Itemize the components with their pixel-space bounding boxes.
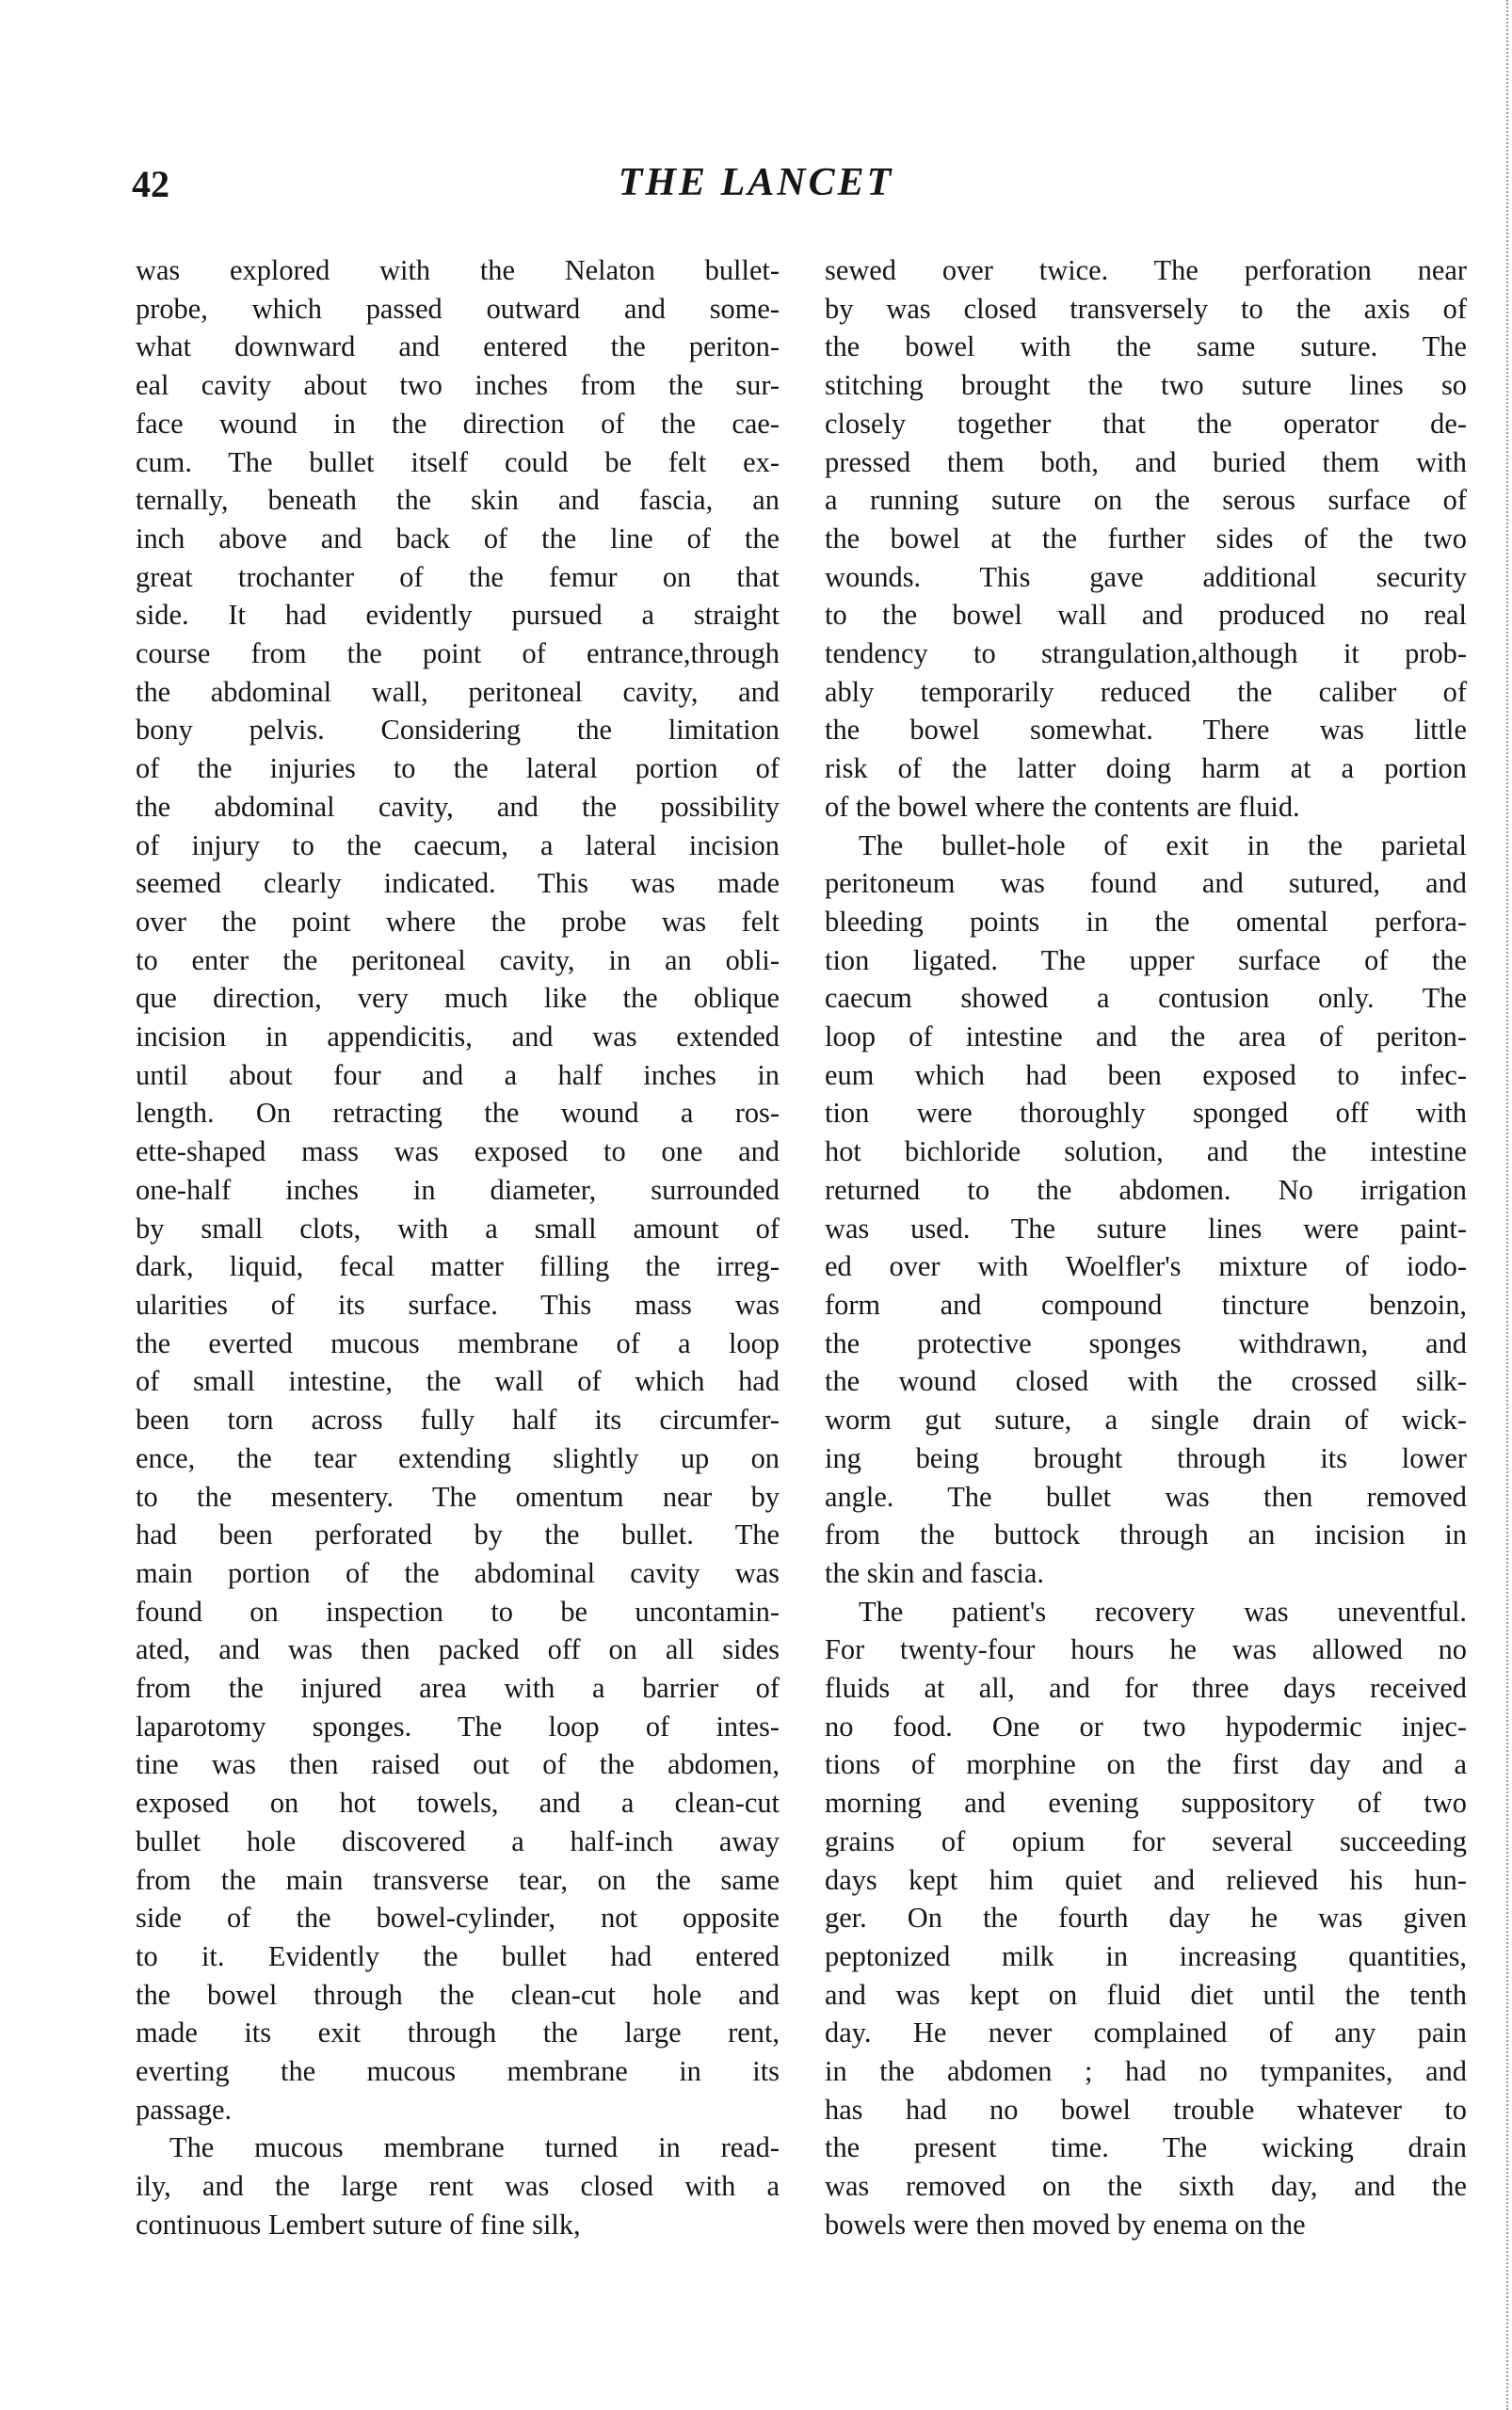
text-line: ed over with Woelfler's mixture of iodo- [825, 1250, 1467, 1283]
text-line: ularities of its surface. This mass was [136, 1288, 780, 1321]
text-line: the protective sponges withdrawn, and [825, 1326, 1467, 1359]
text-line: passage. [136, 2093, 233, 2126]
text-line: made its exit through the large rent, [136, 2016, 780, 2049]
text-line: side. It had evidently pursued a straight [136, 599, 780, 632]
text-line: of the injuries to the lateral portion of [136, 752, 780, 785]
text-line: length. On retracting the wound a ros- [136, 1097, 780, 1130]
text-line: wounds. This gave additional security [825, 560, 1467, 593]
text-line: in the abdomen ; had no tympanites, and [825, 2055, 1467, 2088]
text-line: fluids at all, and for three days received [825, 1672, 1467, 1705]
text-line: no food. One or two hypodermic injec- [825, 1710, 1467, 1743]
text-line: inch above and back of the line of the [136, 522, 780, 554]
text-line: returned to the abdomen. No irrigation [825, 1173, 1467, 1206]
text-line: by was closed transversely to the axis of [825, 292, 1467, 325]
text-line: The mucous membrane turned in read- [169, 2131, 780, 2164]
text-line: was explored with the Nelaton bullet- [136, 254, 780, 286]
text-line: ternally, beneath the skin and fascia, an [136, 484, 780, 517]
text-line: worm gut suture, a single drain of wick- [825, 1404, 1467, 1437]
text-line: tions of morphine on the first day and a [825, 1748, 1467, 1781]
text-line: the abdominal cavity, and the possibility [136, 790, 780, 823]
text-line: risk of the latter doing harm at a portion [825, 752, 1467, 785]
text-line: ably temporarily reduced the caliber of [825, 675, 1467, 708]
text-line: course from the point of entrance,through [136, 637, 780, 670]
text-line: The patient's recovery was uneventful. [859, 1595, 1467, 1628]
text-line: laparotomy sponges. The loop of intes- [136, 1710, 780, 1743]
paragraph [825, 251, 1467, 827]
text-line: angle. The bullet was then removed [825, 1480, 1467, 1513]
text-line: was used. The suture lines were paint- [825, 1212, 1467, 1245]
text-line: bullet hole discovered a half-inch away [136, 1824, 780, 1857]
text-line: been torn across fully half its circumfer- [136, 1404, 780, 1437]
text-line: eal cavity about two inches from the sur- [136, 369, 780, 402]
text-column-right [825, 251, 1467, 2244]
text-line: everting the mucous membrane in its [136, 2055, 780, 2088]
text-line: The bullet-hole of exit in the parietal [859, 828, 1467, 861]
page-number: 42 [132, 163, 169, 205]
text-line: seemed clearly indicated. This was made [136, 867, 780, 900]
text-line: caecum showed a contusion only. The [825, 982, 1467, 1015]
text-line: closely together that the operator de- [825, 407, 1467, 440]
text-line: from the buttock through an incision in [825, 1518, 1467, 1551]
text-line: probe, which passed outward and some- [136, 292, 780, 325]
text-line: of the bowel where the contents are fluid. [825, 790, 1300, 823]
text-line: day. He never complained of any pain [825, 2016, 1467, 2049]
right-margin-rule [1506, 0, 1510, 2410]
text-line: peritoneum was found and sutured, and [825, 867, 1467, 900]
text-line: cum. The bullet itself could be felt ex- [136, 445, 780, 478]
text-line: ily, and the large rent was closed with a [136, 2170, 780, 2203]
text-line: the bowel somewhat. There was little [825, 714, 1467, 747]
text-line: to the bowel wall and produced no real [825, 599, 1467, 632]
text-line: what downward and entered the periton- [136, 330, 780, 363]
text-line: to enter the peritoneal cavity, in an obli- [136, 943, 780, 976]
text-line: was removed on the sixth day, and the [825, 2170, 1467, 2203]
text-line: dark, liquid, fecal matter filling the irreg- [136, 1250, 780, 1283]
text-column-left [136, 251, 780, 2244]
text-line: the bowel at the further sides of the two [825, 522, 1467, 554]
text-line: eum which had been exposed to infec- [825, 1058, 1467, 1091]
text-line: peptonized milk in increasing quantities, [825, 1939, 1467, 1972]
text-line: bleeding points in the omental perfora- [825, 905, 1467, 938]
text-line: hot bichloride solution, and the intestine [825, 1135, 1467, 1168]
text-line: tion ligated. The upper surface of the [825, 943, 1467, 976]
text-line: For twenty-four hours he was allowed no [825, 1633, 1467, 1666]
text-line: tendency to strangulation,although it prob- [825, 637, 1467, 670]
text-line: morning and evening suppository of two [825, 1787, 1467, 1820]
text-line: from the main transverse tear, on the same [136, 1863, 780, 1896]
text-line: ger. On the fourth day he was given [825, 1902, 1467, 1935]
text-line: tion were thoroughly sponged off with [825, 1097, 1467, 1130]
text-line: face wound in the direction of the cae- [136, 407, 780, 440]
text-line: grains of opium for several succeeding [825, 1824, 1467, 1857]
text-line: the present time. The wicking drain [825, 2131, 1467, 2164]
text-line: ing being brought through its lower [825, 1441, 1467, 1474]
text-line: sewed over twice. The perforation near [825, 254, 1467, 286]
paragraph [825, 827, 1467, 1593]
text-line: great trochanter of the femur on that [136, 560, 780, 593]
text-line: of injury to the caecum, a lateral incision [136, 828, 780, 861]
text-line: found on inspection to be uncontamin- [136, 1595, 780, 1628]
text-line: the skin and fascia. [825, 1556, 1044, 1589]
text-line: the bowel through the clean-cut hole and [136, 1978, 780, 2011]
text-line: to it. Evidently the bullet had entered [136, 1939, 780, 1972]
text-line: continuous Lembert suture of fine silk, [136, 2208, 581, 2241]
text-line: main portion of the abdominal cavity was [136, 1556, 780, 1589]
text-line: over the point where the probe was felt [136, 905, 780, 938]
text-line: loop of intestine and the area of periton- [825, 1020, 1467, 1053]
text-line: of small intestine, the wall of which had [136, 1365, 780, 1398]
paragraph [825, 1593, 1467, 2244]
text-line: the everted mucous membrane of a loop [136, 1326, 780, 1359]
paragraph [136, 251, 780, 2129]
text-line: bony pelvis. Considering the limitation [136, 714, 780, 747]
text-line: side of the bowel-cylinder, not opposite [136, 1902, 780, 1935]
text-line: days kept him quiet and relieved his hun- [825, 1863, 1467, 1896]
text-line: stitching brought the two suture lines so [825, 369, 1467, 402]
text-line: pressed them both, and buried them with [825, 445, 1467, 478]
text-line: exposed on hot towels, and a clean-cut [136, 1787, 780, 1820]
text-line: by small clots, with a small amount of [136, 1212, 780, 1245]
text-line: que direction, very much like the oblique [136, 982, 780, 1015]
text-line: to the mesentery. The omentum near by [136, 1480, 780, 1513]
text-line: a running suture on the serous surface of [825, 484, 1467, 517]
text-line: ette-shaped mass was exposed to one and [136, 1135, 780, 1168]
text-line: has had no bowel trouble whatever to [825, 2093, 1467, 2126]
text-line: one-half inches in diameter, surrounded [136, 1173, 780, 1206]
text-line: ated, and was then packed off on all sides [136, 1633, 780, 1666]
text-line: the abdominal wall, peritoneal cavity, and [136, 675, 780, 708]
text-line: the bowel with the same suture. The [825, 330, 1467, 363]
text-line: incision in appendicitis, and was extended [136, 1020, 780, 1053]
text-line: the wound closed with the crossed silk- [825, 1365, 1467, 1398]
text-line: bowels were then moved by enema on the [825, 2208, 1306, 2241]
text-line: and was kept on fluid diet until the tenth [825, 1978, 1467, 2011]
text-line: tine was then raised out of the abdomen, [136, 1748, 780, 1781]
text-line: until about four and a half inches in [136, 1058, 780, 1091]
text-line: had been perforated by the bullet. The [136, 1518, 780, 1551]
text-line: from the injured area with a barrier of [136, 1672, 780, 1705]
paragraph [136, 2129, 780, 2243]
text-line: form and compound tincture benzoin, [825, 1288, 1467, 1321]
text-line: ence, the tear extending slightly up on [136, 1441, 780, 1474]
running-head: THE LANCET [618, 161, 894, 204]
